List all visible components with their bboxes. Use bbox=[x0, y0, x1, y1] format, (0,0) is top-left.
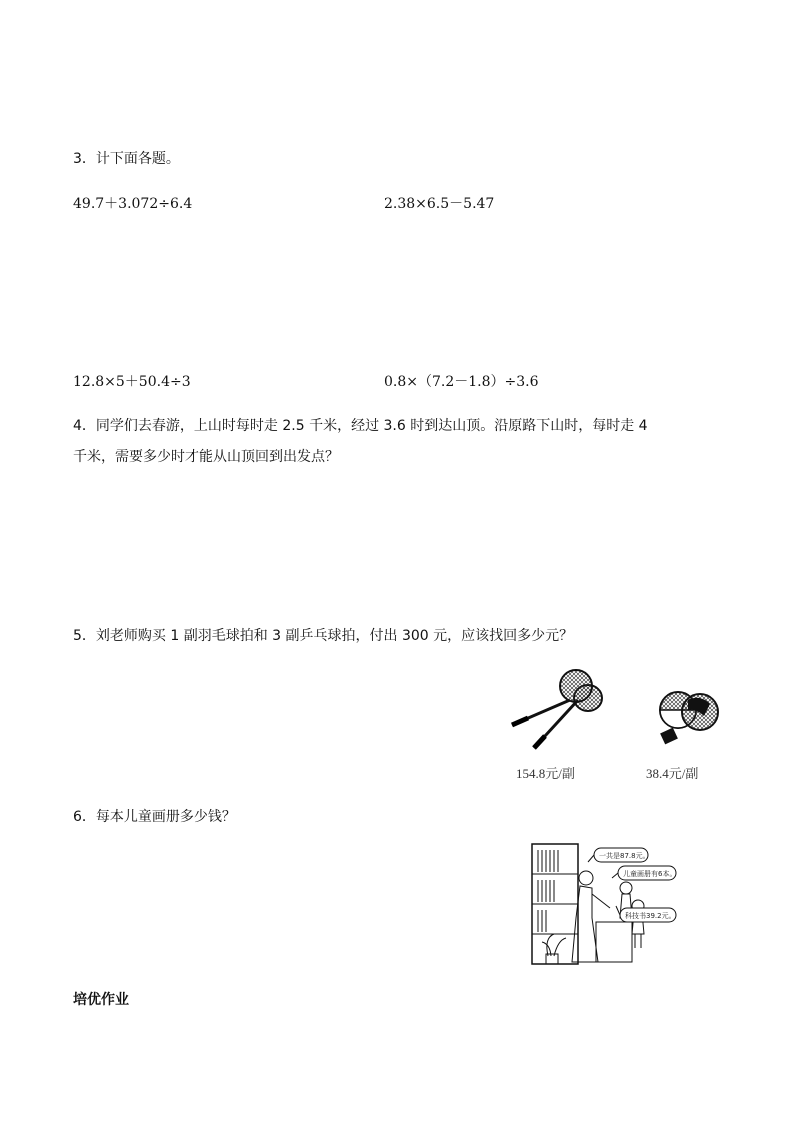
bubble-total-text: 一共是87.8元。 bbox=[599, 852, 650, 860]
q3-expr-3: 12.8×5＋50.4÷3 bbox=[73, 374, 191, 390]
pingpong-price: 38.4元/副 bbox=[646, 766, 699, 781]
q5-text: 5．刘老师购买 1 副羽毛球拍和 3 副乒乓球拍，付出 300 元，应该找回多少元？ bbox=[73, 628, 574, 644]
q3-expr-2: 2.38×6.5－5.47 bbox=[384, 196, 495, 212]
q4-line-2: 千米，需要多少时才能从山顶回到出发点？ bbox=[73, 449, 339, 465]
bubble-count-text: 儿童画册有6本。 bbox=[623, 870, 677, 878]
q3-title: 3．计下面各题。 bbox=[73, 151, 180, 167]
q4-line-1: 4．同学们去春游，上山时每时走 2.5 千米，经过 3.6 时到达山顶。沿原路下山时，每时走 4 bbox=[73, 418, 648, 434]
bubble-science-text: 科技书39.2元。 bbox=[625, 912, 676, 920]
badminton-rackets-illustration bbox=[508, 660, 608, 755]
q3-expr-1: 49.7＋3.072÷6.4 bbox=[73, 196, 193, 212]
section-title: 培优作业 bbox=[73, 992, 129, 1008]
q6-text: 6．每本儿童画册多少钱？ bbox=[73, 809, 236, 825]
pingpong-paddles-illustration bbox=[652, 686, 724, 748]
badminton-price: 154.8元/副 bbox=[516, 766, 575, 781]
q3-expr-4: 0.8×（7.2－1.8）÷3.6 bbox=[384, 374, 539, 390]
bookstore-scene-illustration bbox=[528, 838, 678, 972]
